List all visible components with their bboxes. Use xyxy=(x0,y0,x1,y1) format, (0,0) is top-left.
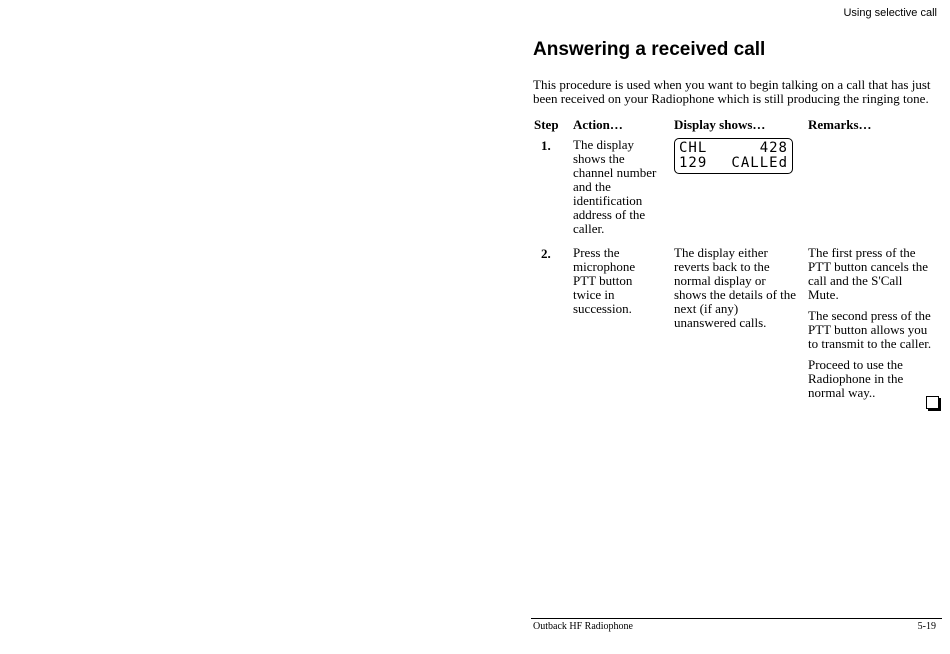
footer-rule xyxy=(531,618,942,619)
lcd-line-2 xyxy=(679,156,788,171)
step-action: The display shows the channel number and the identification address of the caller. xyxy=(573,137,657,236)
lcd-display xyxy=(674,138,793,174)
lcd-caller-address: 129 xyxy=(679,155,708,171)
page-title: Answering a received call xyxy=(533,39,766,60)
remark: The first press of the PTT button cancels the call and the S'Call Mute. xyxy=(808,245,928,302)
running-header: Using selective call xyxy=(843,7,937,19)
step-number: 1. xyxy=(541,138,551,153)
intro-paragraph: This procedure is used when you want to begin talking on a call that has just been received on your Radiophone which is still producing the ringing tone. xyxy=(533,77,931,106)
lcd-line-1 xyxy=(679,141,788,156)
footer-page-number: 5-19 xyxy=(917,621,936,632)
column-header-remarks: Remarks… xyxy=(808,117,872,132)
step-display-text: The display either reverts back to the normal display or shows the details of the next (if any) unanswered calls. xyxy=(674,245,797,330)
remark: The second press of the PTT button allows you to transmit to the caller. xyxy=(808,308,932,351)
column-header-action: Action… xyxy=(573,117,623,132)
lcd-status: CALLEd xyxy=(731,155,788,171)
lcd-channel-number: 428 xyxy=(759,140,788,156)
column-header-step: Step xyxy=(534,117,559,132)
step-remarks xyxy=(808,246,932,407)
footer-product-name: Outback HF Radiophone xyxy=(533,621,633,632)
remark: Proceed to use the Radiophone in the normal way.. xyxy=(808,357,904,400)
step-action: Press the microphone PTT button twice in succession. xyxy=(573,245,636,316)
column-header-display: Display shows… xyxy=(674,117,766,132)
lcd-channel-label: CHL xyxy=(679,140,708,156)
step-number: 2. xyxy=(541,246,551,261)
end-of-procedure-box-icon xyxy=(926,396,939,409)
